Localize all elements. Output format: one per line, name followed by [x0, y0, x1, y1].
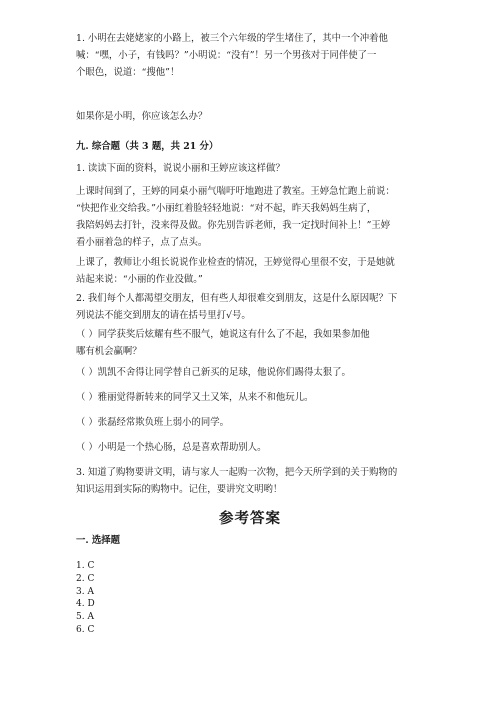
- q2-prompt: [76, 290, 428, 324]
- answer-item: 1. C: [76, 561, 95, 571]
- answer-item: 3. A: [76, 586, 94, 597]
- passage-line: 我陪妈妈去打针，没来得及做。你先别告诉老师，我一定找时间补上！”王婷: [76, 220, 391, 231]
- q2-item: （ ）凯凯不舍得让同学替自己新买的足球，他说你们踢得太狠了。: [76, 367, 351, 378]
- passage-line: 上课时间到了，王婷的同桌小丽气喘吁吁地跑进了教室。王婷急忙跑上前说：: [76, 186, 395, 197]
- q1-passage-1: [76, 183, 428, 251]
- passage-line: 上课了，教师让小组长说说作业检查的情况，王婷觉得心里很不安，于是她就: [76, 257, 395, 268]
- q3-line: 知识运用到实际的购物中。记住，要讲究文明哟！: [76, 484, 283, 495]
- passage-line: 看小丽着急的样子，点了点头。: [76, 237, 208, 248]
- answer-key-title: 参考答案: [219, 510, 281, 527]
- section-heading: 九. 综合题（共 3 题，共 21 分）: [76, 141, 219, 152]
- answer-item: 2. C: [76, 573, 95, 584]
- prompt-line: 2. 我们每个人都渴望交朋友，但有些人却很难交到朋友，这是什么原因呢？下: [76, 293, 398, 304]
- story-line: 1. 小明在去姥姥家的小路上，被三个六年级的学生堵住了，其中一个冲着他: [76, 33, 388, 44]
- answer-item: 5. A: [76, 612, 94, 623]
- passage-line: “快把作业交给我。”小丽红着脸轻轻地说：“对不起，昨天我妈妈生病了，: [76, 203, 377, 214]
- story-question-prompt: 如果你是小明，你应该怎么办？: [76, 111, 208, 122]
- q2-item: （ ）小明是一个热心肠，总是喜欢帮助别人。: [76, 442, 267, 453]
- q1-passage-2: [76, 254, 428, 288]
- passage-line: 站起来说：“小丽的作业没做。”: [76, 274, 203, 285]
- q2-item-line: （ ）同学获奖后炫耀有些不服气，她说这有什么了不起，我如果参加他: [76, 329, 370, 340]
- story-question: [76, 30, 428, 81]
- q3-line: 3. 知道了购物要讲文明，请与家人一起购一次物，把今天所学到的关于购物的: [76, 467, 398, 478]
- q2-item: （ ）雅丽觉得新转来的同学又土又笨，从来不和他玩儿。: [76, 392, 314, 403]
- story-line: 个眼色，说道：“搜他”！: [76, 67, 180, 78]
- q1-prompt: 1. 读读下面的资料，说说小丽和王婷应该这样做？: [76, 163, 285, 174]
- answer-list: [76, 560, 95, 637]
- prompt-line: 列说法不能交到朋友的请在括号里打√号。: [76, 310, 251, 321]
- q2-item: （ ）张磊经常欺负班上弱小的同学。: [76, 417, 229, 428]
- answer-item: 4. D: [76, 599, 95, 610]
- story-line: 喊：“嘿，小子，有钱吗？”小明说：“没有”！另一个男孩对于同伴使了一: [76, 50, 377, 61]
- answer-section-heading: 一. 选择题: [76, 535, 121, 546]
- q3-prompt: [76, 464, 428, 498]
- q2-item: [76, 326, 428, 360]
- answer-item: 6. C: [76, 624, 95, 635]
- q2-item-line: 哪有机会赢啊？: [76, 346, 142, 357]
